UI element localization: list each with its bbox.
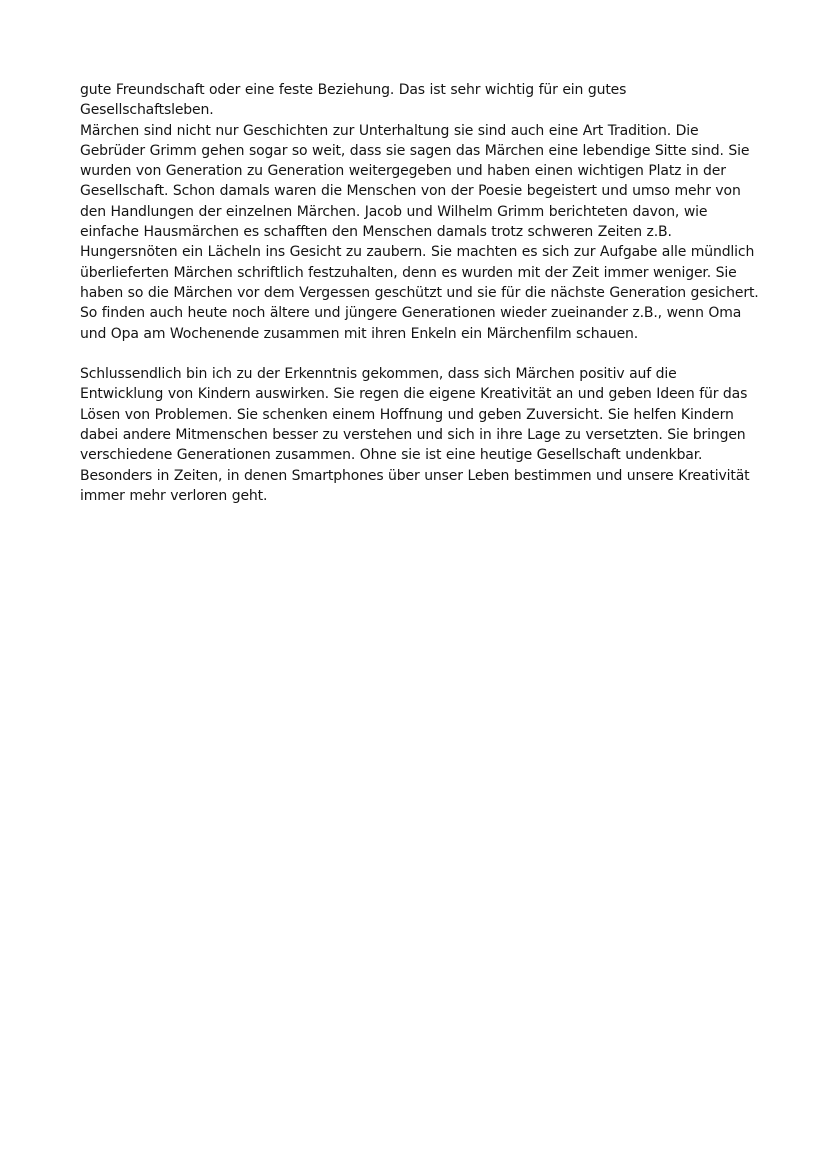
- paragraph-summary: Schlussendlich bin ich zu der Erkenntnis gekommen, dass sich Märchen positiv auf die Entwicklung von Kindern auswirken. Sie regen die eigene Kreativität an und geben Ideen für das Lösen von Problemen. Sie schenken einem Hoffnung und geben Zuversicht. Sie helfen Kindern dabei andere Mitmenschen besser zu verstehen und sich in ihre Lage zu versetzten. Sie bringen verschiedene Generationen zusammen. Ohne sie ist eine heutige Gesellschaft undenkbar.: [80, 366, 748, 464]
- paragraph-smartphones: Besonders in Zeiten, in denen Smartphones über unser Leben bestimmen und unsere Kreativität immer mehr verloren geht.: [80, 467, 750, 504]
- body-text: [80, 80, 760, 506]
- paragraph-generations: So finden auch heute noch ältere und jüngere Generationen wieder zueinander z.B., wenn Oma und Opa am Wochenende zusammen mit ihren Enkeln ein Märchenfilm schauen.: [80, 305, 742, 342]
- paragraph-friendship-conclusion: gute Freundschaft oder eine feste Beziehung. Das ist sehr wichtig für ein gutes Gesellschaftsleben.: [80, 82, 627, 119]
- paragraph-tradition: Märchen sind nicht nur Geschichten zur Unterhaltung sie sind auch eine Art Tradition. Die Gebrüder Grimm gehen sogar so weit, dass sie sagen das Märchen eine lebendige Sitte sind. Sie wurden von Generation zu Generation weitergegeben und haben einen wichtigen Platz in der Gesellschaft. Schon damals waren die Menschen von der Poesie begeistert und umso mehr von den Handlungen der einzelnen Märchen. Jacob und Wilhelm Grimm berichteten davon, wie einfache Hausmärchen es schafften den Menschen damals trotz schweren Zeiten z.B. Hungersnöten ein Lächeln ins Gesicht zu zaubern. Sie machten es sich zur Aufgabe alle mündlich überlieferten Märchen schriftlich festzuhalten, denn es wurden mit der Zeit immer weniger. Sie haben so die Märchen vor dem Vergessen geschützt und sie für die nächste Generation gesichert.: [80, 122, 759, 301]
- paragraph-spacer: [80, 344, 760, 364]
